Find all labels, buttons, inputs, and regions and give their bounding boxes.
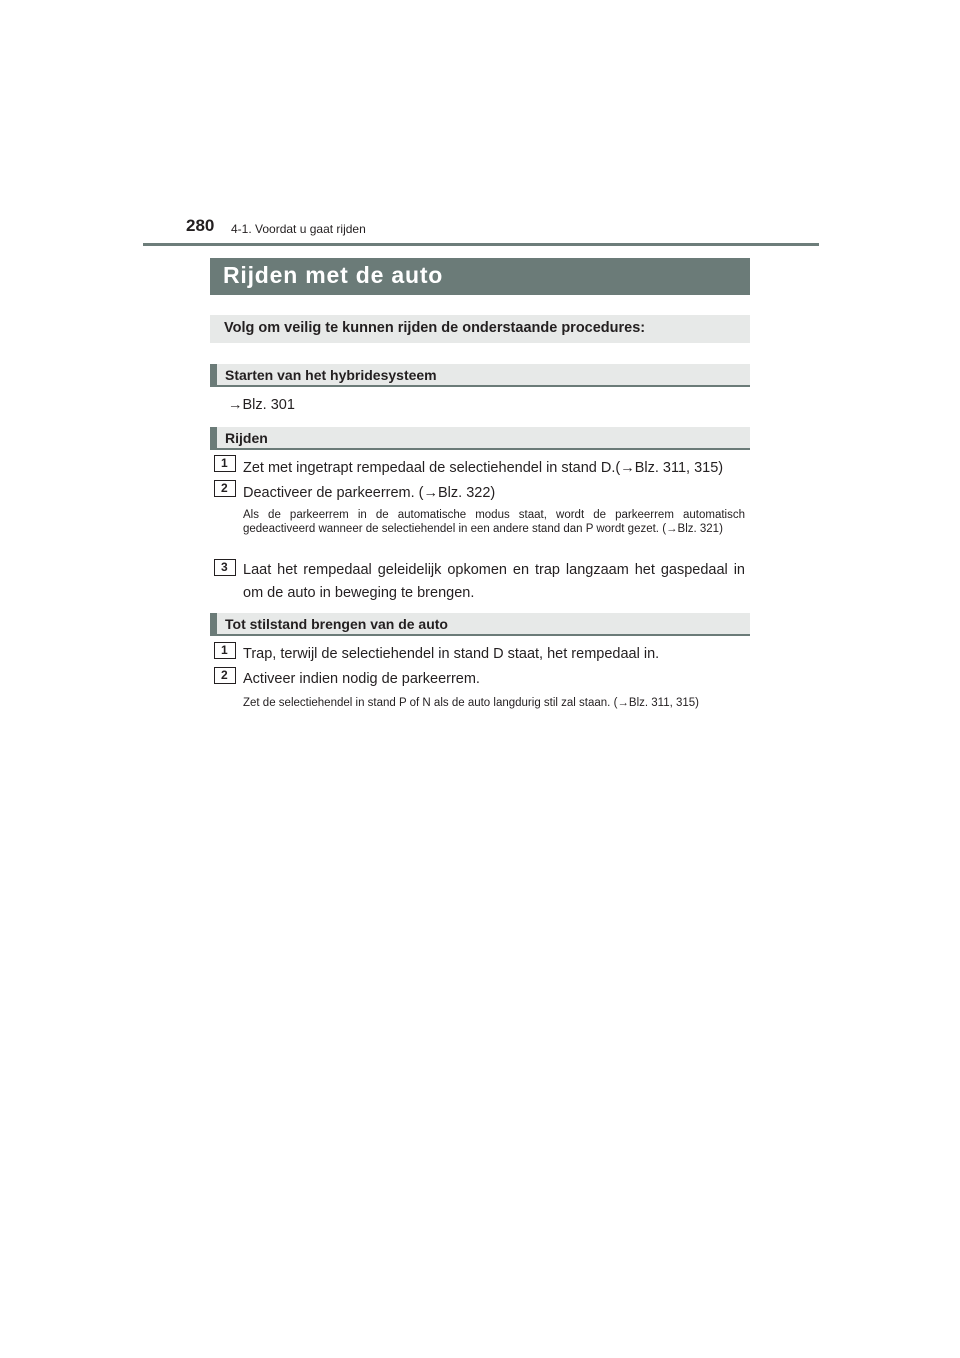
section-heading-stopping bbox=[210, 613, 750, 636]
step-number: 3 bbox=[221, 560, 228, 574]
start-reference: →Blz. 301 bbox=[228, 397, 295, 413]
step-number: 1 bbox=[221, 643, 228, 657]
title-bar bbox=[210, 258, 750, 295]
step-number-box bbox=[214, 559, 236, 576]
page-title: Rijden met de auto bbox=[223, 262, 444, 288]
step-text: Deactiveer de parkeerrem. (→Blz. 322) bbox=[243, 485, 496, 501]
step-number-box bbox=[214, 667, 236, 684]
header-rule bbox=[143, 243, 819, 246]
step-number-box bbox=[214, 455, 236, 472]
section-heading-label: Starten van het hybridesysteem bbox=[225, 367, 437, 383]
step-note: Zet de selectiehendel in stand P of N als de auto langdurig stil zal staan. (→Blz. 311, 315) bbox=[243, 697, 700, 709]
step-number: 1 bbox=[221, 456, 228, 470]
section-heading-driving bbox=[210, 427, 750, 450]
step-number: 2 bbox=[221, 481, 228, 495]
step-note: Als de parkeerrem in de automatische modus staat, wordt de parkeerrem automatisch gedeactiveerd wanneer de selectiehendel in een andere stand dan P wordt gezet. (→Blz. 321) bbox=[243, 509, 745, 535]
section-heading-label: Tot stilstand brengen van de auto bbox=[225, 616, 448, 632]
section-heading-label: Rijden bbox=[225, 430, 268, 446]
intro-bar bbox=[210, 315, 750, 343]
step-text: Zet met ingetrapt rempedaal de selectiehendel in stand D.(→Blz. 311, 315) bbox=[243, 460, 724, 476]
chapter-heading: 4-1. Voordat u gaat rijden bbox=[231, 222, 366, 236]
step-text: Activeer indien nodig de parkeerrem. bbox=[243, 671, 480, 687]
intro-text: Volg om veilig te kunnen rijden de onderstaande procedures: bbox=[224, 320, 646, 336]
step-text: Laat het rempedaal geleidelijk opkomen en trap langzaam het gaspedaal in om de auto in beweging te brengen. bbox=[243, 562, 745, 601]
step-text: Trap, terwijl de selectiehendel in stand D staat, het rempedaal in. bbox=[243, 646, 660, 662]
step-number: 2 bbox=[221, 668, 228, 682]
page-number: 280 bbox=[186, 216, 215, 235]
step-number-box bbox=[214, 480, 236, 497]
section-heading-start bbox=[210, 364, 750, 387]
step-number-box bbox=[214, 642, 236, 659]
